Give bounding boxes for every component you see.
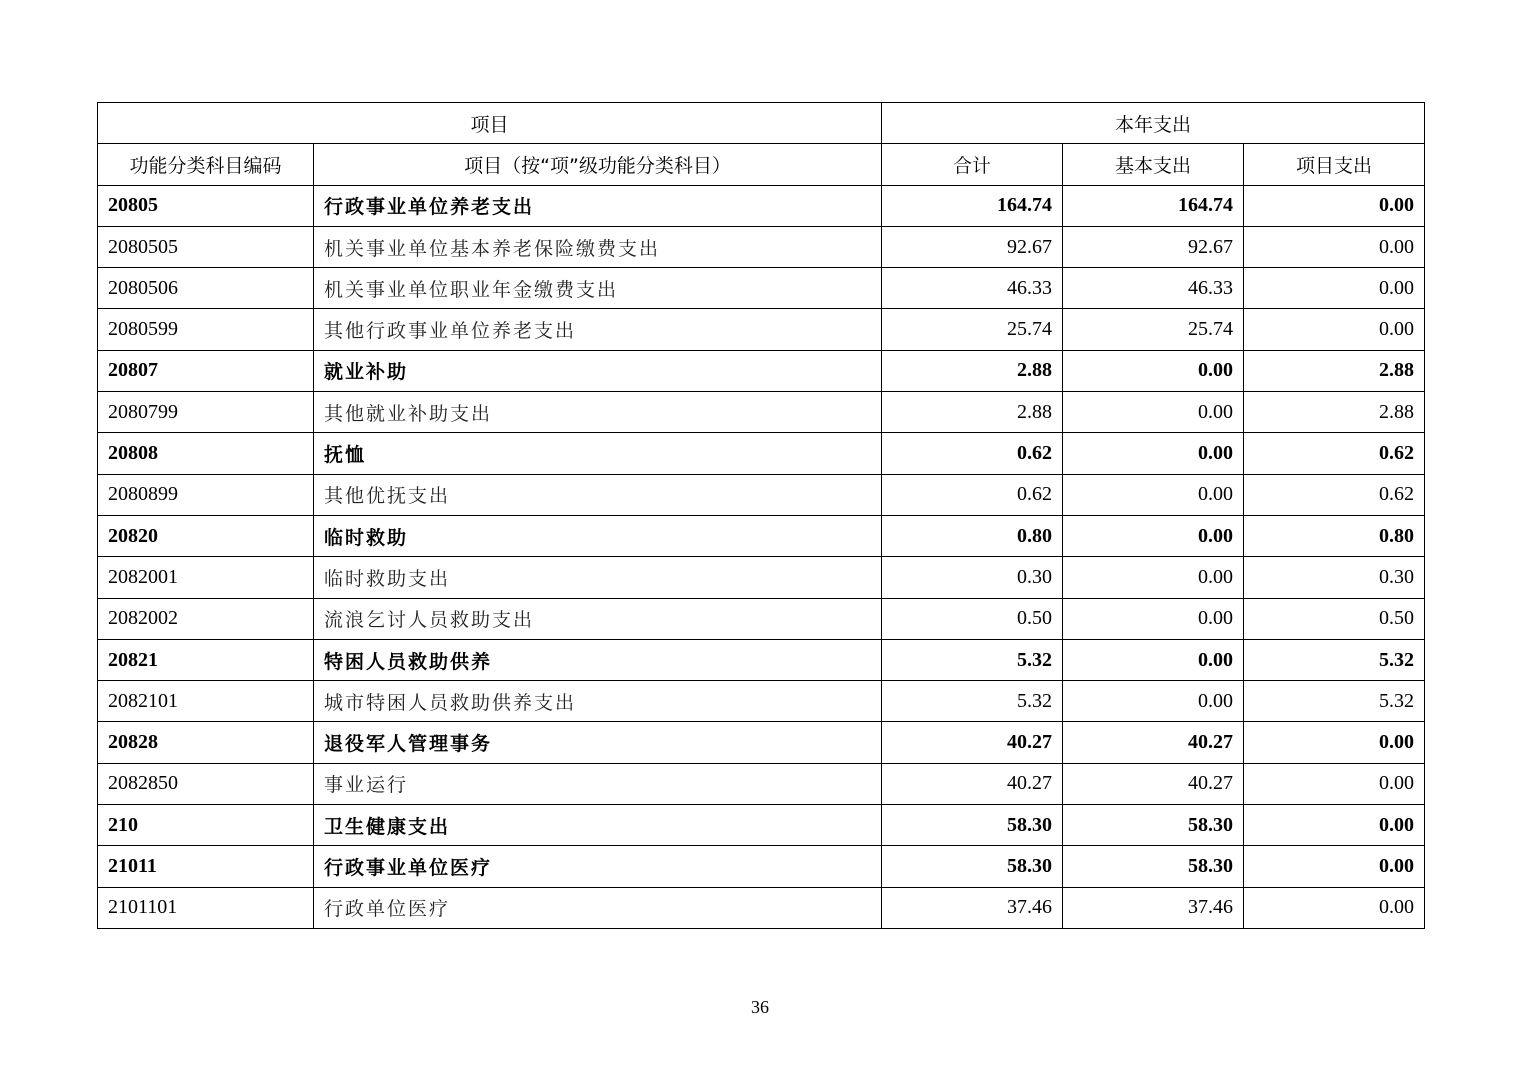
row-name: 其他行政事业单位养老支出	[314, 309, 882, 350]
row-total: 92.67	[882, 226, 1063, 267]
row-total: 2.88	[882, 350, 1063, 391]
row-project: 0.00	[1244, 722, 1425, 763]
row-basic: 58.30	[1063, 805, 1244, 846]
row-project: 0.00	[1244, 763, 1425, 804]
row-total: 58.30	[882, 846, 1063, 887]
row-total: 40.27	[882, 722, 1063, 763]
row-code: 20807	[98, 350, 314, 391]
row-project: 5.32	[1244, 681, 1425, 722]
expenditure-table	[97, 102, 1425, 929]
row-total: 0.80	[882, 515, 1063, 556]
table-row	[98, 309, 1425, 350]
row-total: 46.33	[882, 268, 1063, 309]
row-name: 其他优抚支出	[314, 474, 882, 515]
row-name: 卫生健康支出	[314, 805, 882, 846]
row-code: 2082101	[98, 681, 314, 722]
header-project: 项目支出	[1244, 144, 1425, 185]
table-row	[98, 846, 1425, 887]
row-code: 20805	[98, 185, 314, 226]
header-code: 功能分类科目编码	[98, 144, 314, 185]
row-name: 行政事业单位养老支出	[314, 185, 882, 226]
table-row	[98, 887, 1425, 928]
row-name: 行政单位医疗	[314, 887, 882, 928]
row-code: 2082850	[98, 763, 314, 804]
row-project: 0.00	[1244, 226, 1425, 267]
header-total: 合计	[882, 144, 1063, 185]
table-row	[98, 185, 1425, 226]
row-code: 2080506	[98, 268, 314, 309]
row-project: 0.00	[1244, 309, 1425, 350]
row-project: 0.80	[1244, 515, 1425, 556]
row-name: 事业运行	[314, 763, 882, 804]
row-name: 机关事业单位基本养老保险缴费支出	[314, 226, 882, 267]
row-project: 2.88	[1244, 350, 1425, 391]
row-basic: 0.00	[1063, 433, 1244, 474]
row-total: 40.27	[882, 763, 1063, 804]
row-name: 退役军人管理事务	[314, 722, 882, 763]
row-total: 5.32	[882, 681, 1063, 722]
row-basic: 40.27	[1063, 722, 1244, 763]
row-total: 25.74	[882, 309, 1063, 350]
row-project: 0.00	[1244, 887, 1425, 928]
row-basic: 46.33	[1063, 268, 1244, 309]
row-total: 0.50	[882, 598, 1063, 639]
row-project: 0.30	[1244, 557, 1425, 598]
table-row	[98, 226, 1425, 267]
row-basic: 0.00	[1063, 681, 1244, 722]
row-total: 0.62	[882, 433, 1063, 474]
row-total: 5.32	[882, 639, 1063, 680]
row-name: 机关事业单位职业年金缴费支出	[314, 268, 882, 309]
row-basic: 0.00	[1063, 598, 1244, 639]
row-total: 164.74	[882, 185, 1063, 226]
row-name: 特困人员救助供养	[314, 639, 882, 680]
table-row	[98, 805, 1425, 846]
table-row	[98, 722, 1425, 763]
row-code: 2080899	[98, 474, 314, 515]
header-item: 项目	[98, 103, 882, 144]
row-name: 临时救助支出	[314, 557, 882, 598]
row-name: 其他就业补助支出	[314, 392, 882, 433]
table-row	[98, 350, 1425, 391]
table-row	[98, 639, 1425, 680]
header-row-sub	[98, 144, 1425, 185]
table-row	[98, 268, 1425, 309]
row-code: 2101101	[98, 887, 314, 928]
row-code: 20828	[98, 722, 314, 763]
table-row	[98, 433, 1425, 474]
row-basic: 92.67	[1063, 226, 1244, 267]
row-total: 2.88	[882, 392, 1063, 433]
row-code: 2082001	[98, 557, 314, 598]
table-row	[98, 557, 1425, 598]
row-basic: 0.00	[1063, 474, 1244, 515]
row-project: 0.00	[1244, 268, 1425, 309]
row-code: 210	[98, 805, 314, 846]
table-row	[98, 515, 1425, 556]
row-project: 0.62	[1244, 433, 1425, 474]
row-project: 2.88	[1244, 392, 1425, 433]
row-project: 0.00	[1244, 185, 1425, 226]
table-row	[98, 392, 1425, 433]
row-name: 行政事业单位医疗	[314, 846, 882, 887]
row-code: 20808	[98, 433, 314, 474]
row-name: 城市特困人员救助供养支出	[314, 681, 882, 722]
table-row	[98, 474, 1425, 515]
row-basic: 37.46	[1063, 887, 1244, 928]
row-basic: 0.00	[1063, 392, 1244, 433]
row-total: 0.30	[882, 557, 1063, 598]
row-basic: 25.74	[1063, 309, 1244, 350]
row-project: 0.00	[1244, 805, 1425, 846]
row-basic: 0.00	[1063, 350, 1244, 391]
row-total: 58.30	[882, 805, 1063, 846]
row-name: 抚恤	[314, 433, 882, 474]
row-basic: 0.00	[1063, 639, 1244, 680]
row-project: 0.62	[1244, 474, 1425, 515]
row-project: 0.00	[1244, 846, 1425, 887]
row-code: 21011	[98, 846, 314, 887]
row-basic: 58.30	[1063, 846, 1244, 887]
header-name: 项目（按“项”级功能分类科目）	[314, 144, 882, 185]
row-code: 2080505	[98, 226, 314, 267]
row-code: 2080799	[98, 392, 314, 433]
row-code: 2082002	[98, 598, 314, 639]
row-project: 0.50	[1244, 598, 1425, 639]
row-code: 2080599	[98, 309, 314, 350]
page-number: 36	[751, 997, 769, 1017]
row-name: 就业补助	[314, 350, 882, 391]
table-row	[98, 598, 1425, 639]
table-row	[98, 681, 1425, 722]
row-code: 20820	[98, 515, 314, 556]
row-total: 0.62	[882, 474, 1063, 515]
table-row	[98, 763, 1425, 804]
row-name: 流浪乞讨人员救助支出	[314, 598, 882, 639]
header-basic: 基本支出	[1063, 144, 1244, 185]
table-body	[98, 185, 1425, 928]
header-current-year: 本年支出	[882, 103, 1425, 144]
row-code: 20821	[98, 639, 314, 680]
row-basic: 40.27	[1063, 763, 1244, 804]
header-row-top	[98, 103, 1425, 144]
row-project: 5.32	[1244, 639, 1425, 680]
row-basic: 0.00	[1063, 557, 1244, 598]
row-basic: 164.74	[1063, 185, 1244, 226]
row-total: 37.46	[882, 887, 1063, 928]
row-basic: 0.00	[1063, 515, 1244, 556]
row-name: 临时救助	[314, 515, 882, 556]
